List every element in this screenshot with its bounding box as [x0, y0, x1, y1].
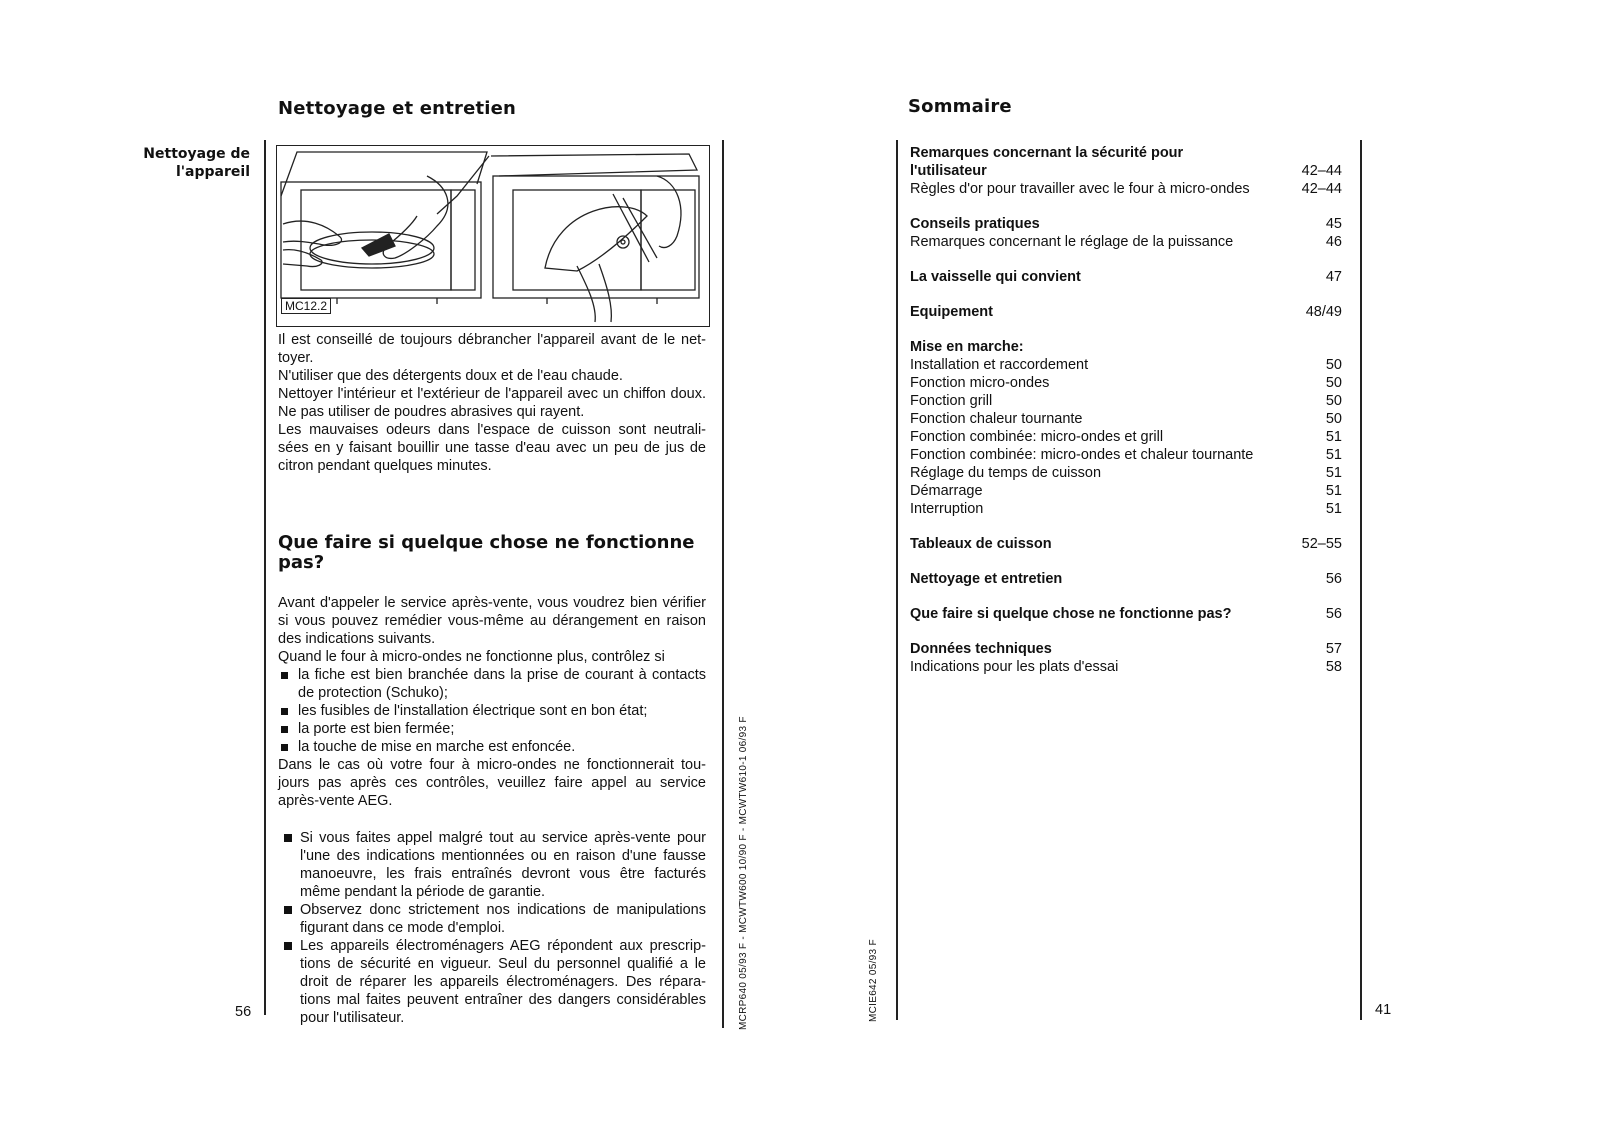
toc-heading — [910, 162, 1342, 180]
toc-text: Remarques concernant la sécurité pour — [910, 145, 1184, 161]
right-margin-rule-left — [896, 140, 898, 1020]
check-list — [278, 666, 706, 756]
microwave-figure — [276, 145, 710, 327]
trouble-check: Quand le four à micro-ondes ne fonctionne plus, contrôlez si — [278, 649, 665, 665]
toc-text: l'utilisateur — [910, 163, 987, 179]
toc-page: 50 — [1325, 375, 1342, 391]
toc-entry — [910, 410, 1342, 428]
side-heading-line2: l'appareil — [175, 164, 250, 180]
bullet-icon — [281, 744, 288, 751]
toc-page: 51 — [1325, 501, 1342, 517]
table-of-contents — [910, 144, 1342, 693]
toc-page: 51 — [1325, 483, 1342, 499]
toc-text: Données techniques — [910, 641, 1052, 657]
toc-page: 56 — [1325, 571, 1342, 587]
side-heading-line1: Nettoyage de — [143, 146, 250, 162]
check-item-3: la porte est bien fermée; — [278, 720, 706, 738]
toc-page: 42–44 — [1301, 181, 1342, 197]
toc-text: Que faire si quelque chose ne fonctionne pas? — [910, 606, 1232, 622]
bullet-icon — [284, 834, 292, 842]
toc-page: 45 — [1325, 216, 1342, 232]
toc-text: Fonction micro-ondes — [910, 375, 1050, 391]
toc-heading — [910, 640, 1342, 658]
right-margin-rule-right — [1360, 140, 1362, 1020]
toc-text: Démarrage — [910, 483, 983, 499]
toc-page: 51 — [1325, 447, 1342, 463]
bullet-icon — [281, 726, 288, 733]
toc-page: 58 — [1325, 659, 1342, 675]
toc-text: Règles d'or pour travailler avec le four à micro-ondes — [910, 181, 1250, 197]
vertical-code-right: MCIE642 05/93 F — [868, 939, 879, 1022]
toc-entry — [910, 180, 1342, 198]
toc-page: 46 — [1325, 234, 1342, 250]
toc-entry — [910, 356, 1342, 374]
toc-page: 50 — [1325, 357, 1342, 373]
page-number-right: 41 — [1375, 1002, 1392, 1018]
toc-heading — [910, 215, 1342, 233]
check-item-2: les fusibles de l'installation électrique sont en bon état; — [278, 702, 706, 720]
toc-section — [910, 605, 1342, 623]
toc-section — [910, 338, 1342, 518]
toc-section — [910, 535, 1342, 553]
bullet-icon — [281, 672, 288, 679]
toc-page: 50 — [1325, 411, 1342, 427]
toc-page: 52–55 — [1301, 536, 1342, 552]
vertical-code-left: MCRP640 05/93 F - MCWTW600 10/90 F - MCWTW610-1 06/93 F — [738, 716, 749, 1030]
toc-entry — [910, 482, 1342, 500]
toc-text: Fonction combinée: micro-ondes et grill — [910, 429, 1164, 445]
trouble-heading: Que faire si quelque chose ne fonctionne pas? — [278, 532, 695, 573]
toc-heading — [910, 268, 1342, 286]
toc-page: 42–44 — [1301, 163, 1342, 179]
page-title-left: Nettoyage et entretien — [278, 98, 517, 119]
trouble-intro: Avant d'appeler le service après-vente, vous voudrez bien vérifier si vous pouvez remédier vous-même au dérangement en raison des indications suivants. — [278, 595, 706, 647]
toc-text: Tableaux de cuisson — [910, 536, 1052, 552]
toc-text: Indications pour les plats d'essai — [910, 659, 1119, 675]
toc-heading — [910, 144, 1342, 162]
cleaning-paragraph-3: Nettoyer l'intérieur et l'extérieur de l'appareil avec un chiffon doux. Ne pas utiliser de poudres abrasives qui rayent. — [278, 386, 706, 420]
toc-heading — [910, 535, 1342, 553]
toc-text: Fonction grill — [910, 393, 993, 409]
trouble-after: Dans le cas où votre four à micro-ondes ne fonctionnerait tou-jours pas après ces contrôles, veuillez faire appel au service après-vente AEG. — [278, 757, 706, 809]
cleaning-paragraph-4: Les mauvaises odeurs dans l'espace de cuisson sont neutrali-sées en y faisant bouillir une tasse d'eau avec un peu de jus de citron pendant quelques minutes. — [278, 422, 706, 474]
toc-page: 51 — [1325, 465, 1342, 481]
toc-text: Nettoyage et entretien — [910, 571, 1063, 587]
note-item-3: Les appareils électroménagers AEG répondent aux prescrip-tions de sécurité en vigueur. Seul du personnel qualifié a le droit de réparer les appareils électroménagers. Des répara-tions mal faites peuvent entraîner des dangers considérables pour l'utilisateur. — [278, 937, 706, 1027]
left-margin-rule — [264, 140, 266, 1015]
cleaning-text — [278, 331, 706, 475]
toc-section — [910, 144, 1342, 198]
microwave-illustration — [277, 146, 709, 326]
toc-text: Installation et raccordement — [910, 357, 1089, 373]
toc-heading — [910, 338, 1342, 356]
note-item-1: Si vous faites appel malgré tout au service après-vente pour l'une des indications mentionnées ou en raison d'une fausse manoeuvre, les frais entraînés devront vous être facturés même pendant la période de garantie. — [278, 829, 706, 901]
toc-entry — [910, 658, 1342, 676]
toc-heading — [910, 303, 1342, 321]
toc-page: 56 — [1325, 606, 1342, 622]
toc-page: 47 — [1325, 269, 1342, 285]
cleaning-paragraph-2: N'utiliser que des détergents doux et de l'eau chaude. — [278, 368, 623, 384]
toc-section — [910, 640, 1342, 676]
toc-page: 51 — [1325, 429, 1342, 445]
toc-heading — [910, 605, 1342, 623]
toc-section — [910, 215, 1342, 251]
toc-entry — [910, 392, 1342, 410]
toc-page: 48/49 — [1305, 304, 1342, 320]
toc-entry — [910, 464, 1342, 482]
note-item-2: Observez donc strictement nos indications de manipulations figurant dans ce mode d'emploi. — [278, 901, 706, 937]
notes-list — [278, 829, 706, 1027]
page-number-left: 56 — [235, 1004, 252, 1020]
toc-text: Equipement — [910, 304, 993, 320]
toc-entry — [910, 500, 1342, 518]
toc-text: Interruption — [910, 501, 984, 517]
toc-page: 57 — [1325, 641, 1342, 657]
notes — [278, 829, 706, 1027]
toc-text: Mise en marche: — [910, 339, 1024, 355]
toc-entry — [910, 428, 1342, 446]
toc-section — [910, 303, 1342, 321]
check-item-1: la fiche est bien branchée dans la prise de courant à contacts de protection (Schuko); — [278, 666, 706, 702]
toc-heading — [910, 570, 1342, 588]
toc-entry — [910, 446, 1342, 464]
page-title-right: Sommaire — [908, 96, 1012, 117]
side-heading — [120, 145, 250, 181]
left-right-rule — [722, 140, 724, 1028]
check-item-4: la touche de mise en marche est enfoncée. — [278, 738, 706, 756]
cleaning-paragraph-1: Il est conseillé de toujours débrancher l'appareil avant de le net-toyer. — [278, 332, 706, 366]
toc-text: Fonction chaleur tournante — [910, 411, 1083, 427]
toc-section — [910, 570, 1342, 588]
toc-page: 50 — [1325, 393, 1342, 409]
bullet-icon — [284, 942, 292, 950]
toc-entry — [910, 374, 1342, 392]
trouble-text — [278, 594, 706, 810]
toc-entry — [910, 233, 1342, 251]
toc-text: Réglage du temps de cuisson — [910, 465, 1102, 481]
toc-text: La vaisselle qui convient — [910, 269, 1081, 285]
toc-text: Remarques concernant le réglage de la puissance — [910, 234, 1234, 250]
figure-label: MC12.2 — [281, 298, 331, 314]
bullet-icon — [281, 708, 288, 715]
bullet-icon — [284, 906, 292, 914]
toc-text: Fonction combinée: micro-ondes et chaleur tournante — [910, 447, 1254, 463]
toc-section — [910, 268, 1342, 286]
toc-text: Conseils pratiques — [910, 216, 1040, 232]
